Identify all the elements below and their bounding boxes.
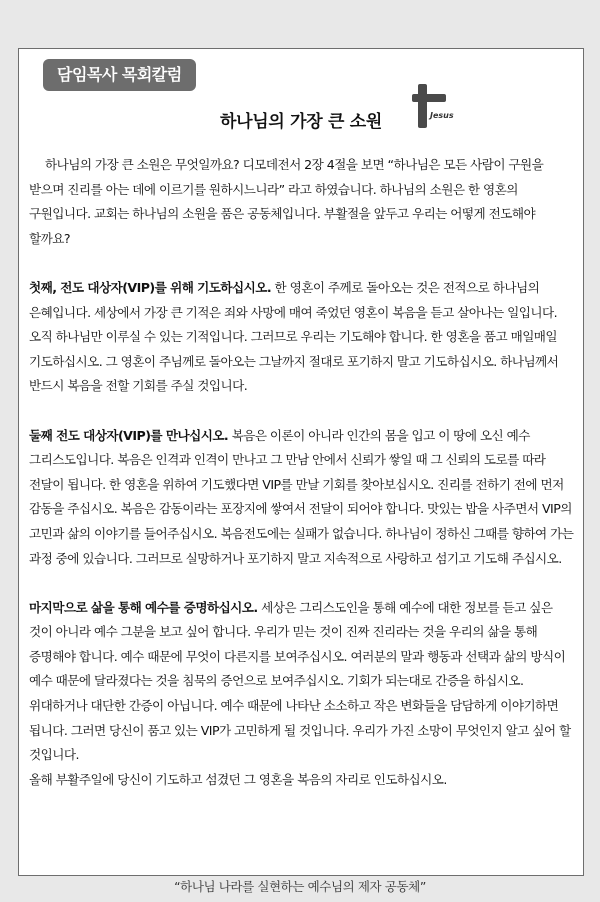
section-text-1: 한 영혼이 주께로 돌아오는 것은 전적으로 하나님의 은혜입니다. 세상에서 가장 큰 기적은 죄와 사망에 매여 죽었던 영혼이 복음을 듣고 살아나는 일입니다. 오직 하나님만 이루실 수 있는 기적입니다. 그러므로 우리는 기도해야 합니다. 한 영혼을 품고 매일매일 기도하십시오. 그 영혼이 주님께로 돌아오는 그날까지 절대로 포기하지 말고 기도하십시오. 하나님께서 반드시 복음을 전할 기회를 주실 것입니다.: [29, 279, 559, 394]
section-text-3: 세상은 그리스도인을 통해 예수에 대한 정보를 듣고 싶은 것이 아니라 예수 그분을 보고 싶어 합니다. 우리가 믿는 것이 진짜 진리라는 것을 우리의 삶을 통해 증명해야 합니다. 예수 때문에 무엇이 다른지를 보여주십시오. 여러분의 말과 행동과 선택과 삶의 방식이 예수 때문에 달라졌다는 것을 침묵의 증언으로 보여주십시오. 기회가 되는대로 간증을 하십시오. 위대하거나 대단한 간증이 아닙니다. 예수 때문에 나타난 소소하고 작은 변화들을 담담하게 이야기하면 됩니다. 그러면 당신이 품고 있는 VIP가 고민하게 될 것입니다. 우리가 가진 소망이 무엇인지 알고 싶어 할 것입니다.: [29, 599, 571, 763]
paragraph-gap: [29, 399, 577, 424]
paragraph-gap: [29, 251, 577, 276]
title-row: [19, 107, 583, 132]
intro-paragraph: 하나님의 가장 큰 소원은 무엇일까요? 디모데전서 2장 4절을 보면 “하나님은 모든 사람이 구원을 받으며 진리를 아는 데에 이르기를 원하시느니라” 라고 하였습니다. 하나님의 소원은 한 영혼의 구원입니다. 교회는 하나님의 소원을 품은 공동체입니다. 부활절을 앞두고 우리는 어떻게 전도해야 할까요?: [29, 157, 544, 246]
column-body: [29, 153, 577, 792]
section-text-2: 복음은 이론이 아니라 인간의 몸을 입고 이 땅에 오신 예수 그리스도입니다. 복음은 인격과 인격이 만나고 그 만남 안에서 신뢰가 쌓일 때 그 신뢰의 도로를 따라 전달이 됩니다. 한 영혼을 위하여 기도했다면 VIP를 만날 기회를 찾아보십시오. 진리를 전하기 전에 먼저 감동을 주십시오. 복음은 감동이라는 포장지에 쌓여서 전달이 되어야 합니다. 맛있는 밥을 사주면서 VIP의 고민과 삶의 이야기를 들어주십시오. 복음전도에는 실패가 없습니다. 하나님이 정하신 그때를 향하여 가는 과정 중에 있습니다. 그러므로 실망하거나 포기하지 말고 지속적으로 사랑하고 섬기고 기도해 주십시오.: [29, 427, 574, 566]
section-lead-1: 첫째, 전도 대상자(VIP)를 위해 기도하십시오.: [29, 279, 272, 295]
cross-horizontal-bar: [412, 94, 446, 102]
section-paragraph-3: [29, 596, 577, 768]
footer-motto: “하나님 나라를 실현하는 예수님의 제자 공동체”: [174, 879, 426, 894]
section-lead-2: 둘째 전도 대상자(VIP)를 만나십시오.: [29, 427, 229, 443]
logo-word: Jesus: [430, 111, 454, 120]
section-paragraph-1: [29, 276, 577, 399]
cross-vertical-bar: [418, 84, 427, 128]
column-label-badge: 담임목사 목회칼럼: [43, 59, 196, 91]
closing-paragraph: 올해 부활주일에 당신이 기도하고 섬겼던 그 영혼을 복음의 자리로 인도하십시오.: [29, 771, 447, 787]
section-paragraph-2: [29, 424, 577, 572]
column-page: [18, 48, 584, 876]
section-lead-3: 마지막으로 삶을 통해 예수를 증명하십시오.: [29, 599, 258, 615]
paragraph-gap: [29, 571, 577, 596]
page-title: 하나님의 가장 큰 소원: [220, 112, 382, 132]
cross-logo-icon: [412, 84, 462, 128]
